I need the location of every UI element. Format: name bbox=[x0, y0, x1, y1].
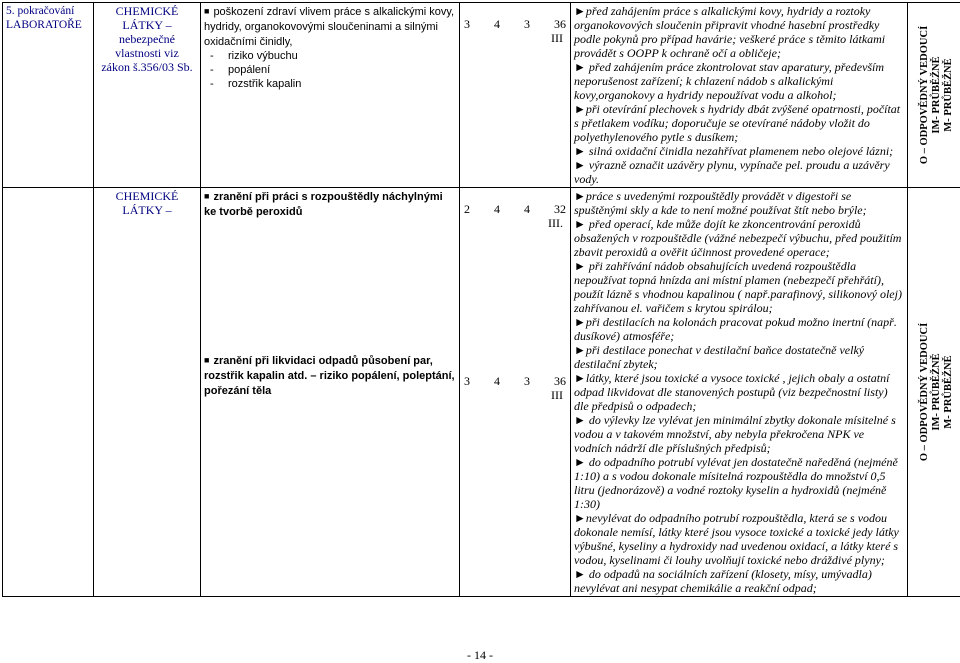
responsible-line: M- PRŮBĚŽNĚ bbox=[943, 323, 955, 461]
responsible-line: M- PRŮBĚŽNĚ bbox=[943, 26, 955, 164]
measure-item: ► při zahřívání nádob obsahujících uvedená rozpouštědla nepoužívat topná hnízda ani místní plamen (nebezpečí přehřátí), použít lázně s vhodnou kapalinou ( např.parafinový, silikonový olej) zahřívanou el. vařičem s krytou spirálou; bbox=[574, 259, 904, 315]
hazard-cell bbox=[201, 188, 460, 597]
responsible-line: IM- PRŮBĚŽNĚ bbox=[931, 26, 943, 164]
section-title: LABORATOŘE bbox=[6, 18, 90, 32]
responsible-text bbox=[919, 26, 955, 164]
hazard-title: zranění při likvidaci odpadů působení par, rozstřik kapalin atd. – riziko popálení, poleptání, pořezání těla bbox=[204, 355, 455, 397]
category-line: CHEMICKÉ bbox=[97, 4, 197, 18]
measure-item: ► před operací, kde může dojít ke zkoncentrování peroxidů obsažených v rozpouštědle (vážné nebezpečí výbuchu, před použitím zbavit peroxidů a ověřit účinnost provedené operace; bbox=[574, 217, 904, 259]
section-cell bbox=[3, 3, 94, 188]
measure-item: ►při destilacích na kolonách pracovat pokud možno inertní (např. dusíkové) atmosféře; bbox=[574, 315, 904, 343]
table-row bbox=[3, 188, 960, 597]
measure-item: ► před zahájením práce zkontrolovat stav aparatury, především neporušenost zařízení; k chlazení nádob s alkalickými kovy,organokovy a hydridy nepoužívat vodu a alkohol; bbox=[574, 60, 904, 102]
hazard-subitem: - riziko výbuchu bbox=[204, 49, 456, 63]
square-bullet-icon: ■ bbox=[204, 6, 209, 16]
score-p: 3 bbox=[464, 17, 470, 31]
responsible-line: IM- PRŮBĚŽNĚ bbox=[931, 323, 943, 461]
hazard-subitem-text: rozstřik kapalin bbox=[228, 78, 301, 90]
measure-item: ►látky, které jsou toxické a vysoce toxické , jejich obaly a ostatní odpad likvidovat dle stanovených postupů (viz bezpečnostní listy) dle předpisů o odpadech; bbox=[574, 371, 904, 413]
score-total: 32 bbox=[554, 202, 566, 216]
hazard-cell bbox=[201, 3, 460, 188]
responsible-text bbox=[919, 323, 955, 461]
hazard-title: zranění při práci s rozpouštědly náchylnými ke tvorbě peroxidů bbox=[204, 191, 443, 218]
measure-item: ►při destilace ponechat v destilační baňce dostatečně velký destilační zbytek; bbox=[574, 343, 904, 371]
risk-class: III bbox=[460, 388, 570, 402]
risk-table bbox=[2, 2, 960, 597]
category-cell bbox=[94, 188, 201, 597]
score-values bbox=[460, 202, 570, 216]
square-bullet-icon: ■ bbox=[204, 355, 209, 365]
responsible-line: O – ODPOVĚDNÝ VEDOUCÍ bbox=[919, 26, 931, 164]
hazard-subitem: - rozstřik kapalin bbox=[204, 77, 456, 91]
score-cell bbox=[460, 3, 571, 188]
section-number: 5. pokračování bbox=[6, 4, 90, 18]
hazard-title: poškození zdraví vlivem práce s alkalickými kovy, hydridy, organokovovými sloučeninami a silnými oxidačními činidly, bbox=[204, 6, 454, 48]
measures-cell bbox=[571, 188, 908, 597]
score-d: 4 bbox=[494, 202, 500, 216]
section-cell bbox=[3, 188, 94, 597]
square-bullet-icon: ■ bbox=[204, 191, 209, 201]
measure-item: ►před zahájením práce s alkalickými kovy, hydridy a roztoky organokovových sloučenin připravit vhodné hasební prostředky podle pokynů pro případ havárie; veškeré práce s těmito látkami provádět s OOPP k ochraně očí a obličeje; bbox=[574, 4, 904, 60]
hazard-item bbox=[204, 353, 456, 398]
measure-item: ►při otevírání plechovek s hydridy dbát zvýšené opatrnosti, počítat s přetlakem vodíku; doporučuje se otevírané nádoby vložit do polyethylenového pytle s dusíkem; bbox=[574, 102, 904, 144]
score-d: 4 bbox=[494, 374, 500, 388]
score-p: 2 bbox=[464, 202, 470, 216]
hazard-subitem-text: riziko výbuchu bbox=[228, 50, 298, 62]
score-p: 3 bbox=[464, 374, 470, 388]
responsible-cell bbox=[908, 188, 960, 597]
table-row bbox=[3, 3, 960, 188]
category-line: vlastnosti viz bbox=[97, 46, 197, 60]
score-cell bbox=[460, 188, 571, 597]
score-n: 3 bbox=[524, 374, 530, 388]
risk-class: III. bbox=[460, 216, 570, 230]
score-n: 4 bbox=[524, 202, 530, 216]
hazard-subitem-text: popálení bbox=[228, 64, 270, 76]
category-cell bbox=[94, 3, 201, 188]
risk-class: III bbox=[460, 31, 570, 45]
category-line: zákon š.356/03 Sb. bbox=[97, 60, 197, 74]
measure-item: ►nevylévat do odpadního potrubí rozpouštědla, která se s vodou dokonale nemísí, látky které jsou vysoce toxické a toxické jedy látky výbušné, kyseliny a hydroxidy nad uvedenou oxidací, a látky které s vodou, kyselinami či louhy uvolňují toxické nebo dráždivé plyny; bbox=[574, 511, 904, 567]
score-values bbox=[460, 17, 570, 31]
score-total: 36 bbox=[554, 374, 566, 388]
hazard-subitem: - popálení bbox=[204, 63, 456, 77]
page-number: - 14 - bbox=[0, 648, 960, 663]
score-values bbox=[460, 374, 570, 388]
score-d: 4 bbox=[494, 17, 500, 31]
measures-cell bbox=[571, 3, 908, 188]
score-total: 36 bbox=[554, 17, 566, 31]
hazard-item bbox=[204, 4, 456, 49]
responsible-line: O – ODPOVĚDNÝ VEDOUCÍ bbox=[919, 323, 931, 461]
responsible-cell bbox=[908, 3, 960, 188]
measure-item: ► do odpadního potrubí vylévat jen dostatečně naředěná (nejméně 1:10) a s vodou dokonale mísitelná rozpouštědla do množství 0,5 litru (jednorázově) a vodné roztoky kyselin a hydroxidů (nejméně 1:30) bbox=[574, 455, 904, 511]
category-line: LÁTKY – bbox=[97, 18, 197, 32]
measure-item: ► silná oxidační činidla nezahřívat plamenem nebo olejové lázni; bbox=[574, 144, 904, 158]
category-line: CHEMICKÉ bbox=[97, 189, 197, 203]
measure-item: ► do odpadů na sociálních zařízení (klosety, mísy, umývadla) nevylévat ani nesypat chemikálie a reakční odpad; bbox=[574, 567, 904, 595]
hazard-item bbox=[204, 189, 456, 219]
category-line: LÁTKY – bbox=[97, 203, 197, 217]
measure-item: ►práce s uvedenými rozpouštědly provádět v digestoři se spuštěnými skly a kde to není možné používat štít nebo brýle; bbox=[574, 189, 904, 217]
measure-item: ► výrazně označit uzávěry plynu, vypínače pel. proudu a uzávěry vody. bbox=[574, 158, 904, 186]
score-n: 3 bbox=[524, 17, 530, 31]
measure-item: ► do výlevky lze vylévat jen minimální zbytky dokonale mísitelné s vodou a v takovém množství, aby nebyla překročena NPK ve vodních nádrží dle příslušných předpisů; bbox=[574, 413, 904, 455]
category-line: nebezpečné bbox=[97, 32, 197, 46]
